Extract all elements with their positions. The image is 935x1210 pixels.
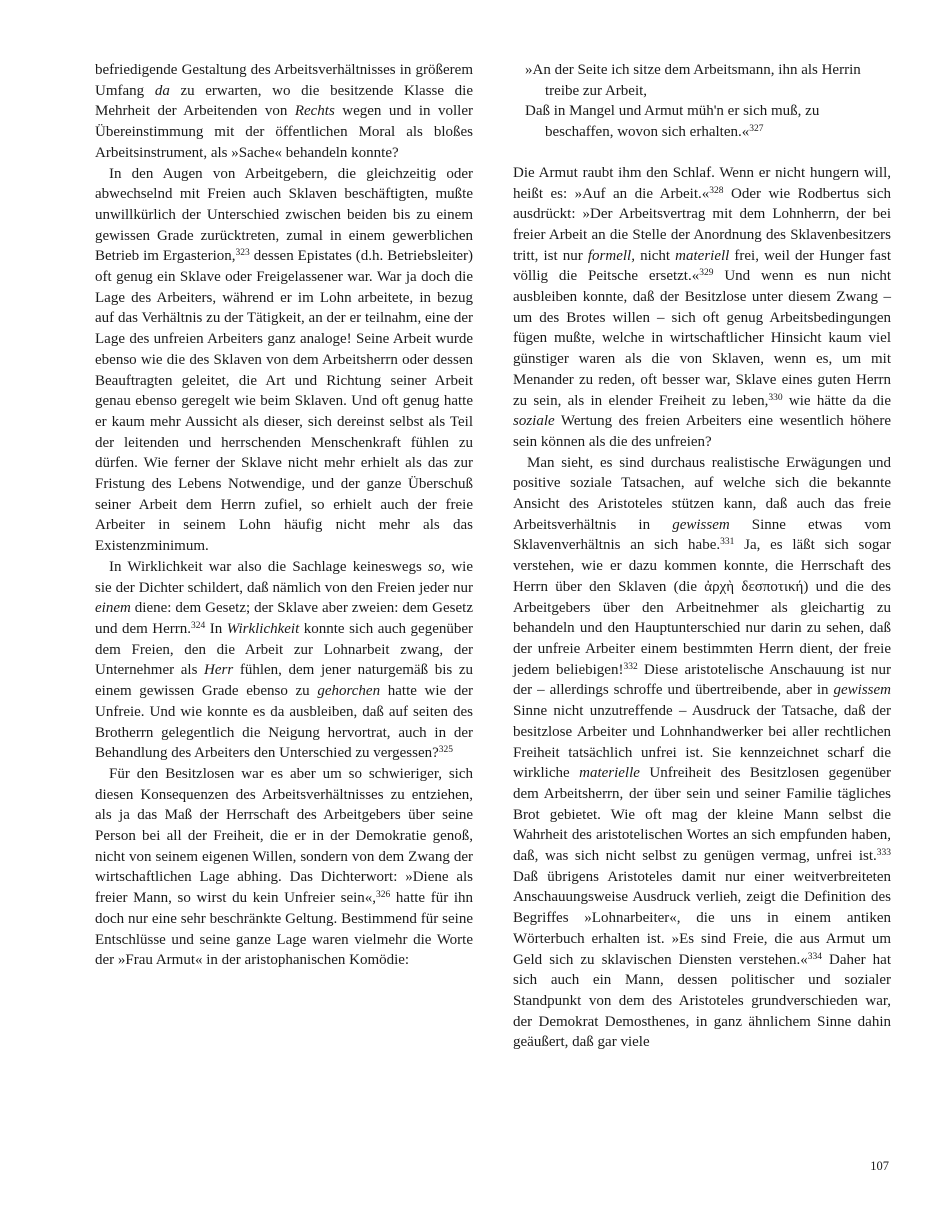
- emphasized-text: materielle: [579, 765, 640, 782]
- footnote-reference: 331: [720, 537, 735, 548]
- body-text: konnte sich auch gegenüber dem Freien, den die Arbeit zur Lohnarbeit zwang, der Unternehmer als: [95, 620, 473, 679]
- body-text: Wertung des freien Arbeiters eine wesentlich höhere sein können als die des unfreien?: [513, 413, 891, 450]
- emphasized-text: gehorchen: [317, 683, 381, 700]
- text-column-left: [95, 60, 473, 1053]
- body-text: wie hätte da die: [782, 392, 891, 409]
- emphasized-text: soziale: [513, 413, 555, 430]
- body-text: wegen und in voller Übereinstimmung mit der öffentlichen Moral als bloßes Arbeitsinstrument, als »Sache« behandeln konnte?: [95, 103, 473, 161]
- emphasized-text: Herr: [204, 662, 234, 679]
- emphasized-text: materiell: [675, 247, 730, 264]
- paragraph: [95, 764, 473, 971]
- paragraph: [95, 164, 473, 557]
- footnote-reference: 324: [191, 620, 206, 631]
- paragraph: [95, 60, 473, 164]
- body-text: Man sieht, es sind durchaus realistische Erwägungen und positive soziale Tatsachen, auf welche sich die bekannte Ansicht des Aristoteles stützen kann, daß auch das freie Arbeitsverhältnis in: [513, 454, 891, 533]
- emphasized-text: Wirklichkeit: [226, 620, 300, 637]
- footnote-reference: 330: [768, 392, 783, 403]
- body-text: Sinne etwas vom Sklavenverhältnis an sich habe.: [513, 516, 891, 554]
- body-text: Diese aristotelische Anschauung ist nur der – allerdings schroffe und übertreibende, aber in: [513, 661, 892, 699]
- body-text: wie sie der Dichter schildert, daß nämlich von den Freien jeder nur: [95, 558, 473, 596]
- body-text: hatte für ihn doch nur eine sehr beschränkte Geltung. Bestimmend für seine Entschlüsse und seine ganze Lage waren vielmehr die Worte der »Frau Armut« in der aristophanischen Komödie:: [95, 890, 473, 969]
- emphasized-text: einem: [95, 600, 131, 617]
- footnote-reference: 333: [876, 848, 891, 859]
- body-text: frei, weil der Hunger fast völlig die Peitsche ersetzt.«: [513, 247, 891, 285]
- two-column-text: [95, 60, 891, 1053]
- paragraph: [95, 557, 473, 764]
- body-text: Daß in Mangel und Armut müh'n er sich muß, zu beschaffen, wovon sich erhalten.«: [525, 103, 820, 141]
- footnote-reference: 326: [376, 890, 391, 901]
- verse-line: [513, 60, 891, 101]
- footnote-reference: 325: [438, 745, 454, 756]
- body-text: Daher hat sich auch ein Mann, dessen politischer und sozialer Standpunkt von dem des Aristoteles grundverschieden war, der Demokrat Demosthenes, in ganz ähnlichem Sinne dahin geäußert, daß gar viele: [513, 951, 891, 1051]
- footnote-reference: 328: [709, 185, 724, 196]
- body-text: dessen Epistates (d.h. Betriebsleiter) oft genug ein Sklave oder Freigelassener war. War ja doch die Lage des Arbeiters, während er im Lohn arbeitete, in bezug auf das Verhältnis zu der Tätigkeit, an der er teilnahm, eine der Lage des unfreien Arbeiters ganz analoge! Seine Arbeit wurde ebenso wie die des Sklaven von dem Arbeitsherrn oder dessen Beauftragten geleitet, die Art und Richtung seiner Arbeit genau ebenso geregelt wie beim Sklaven. Und oft genug hatte er kaum mehr Aussicht als dieser, sich dereinst selbst als Teil der leitenden und herrschenden Menschenkraft fühlen zu dürfen. Wie ferner der Sklave nicht mehr erhielt als das zur Fristung des Lebens Notwendige, und der ganze Überschuß seiner Arbeit dem Herrn zufiel, so erhielt auch der freie Arbeiter in seinem Lohn häufig nicht mehr als das Existenzminimum.: [95, 248, 474, 555]
- book-page: [95, 60, 891, 1053]
- footnote-reference: 327: [749, 124, 764, 135]
- page-number: 107: [870, 1159, 889, 1173]
- body-text: hatte wie der Unfreie. Und wie konnte es da ausbleiben, daß auf seiten des Brotherrn gelegentlich die Neigung hervortrat, auch in der Behandlung des Arbeiters den Unterschied zu vergessen?: [95, 683, 473, 762]
- body-text: diene: dem Gesetz; der Sklave aber zweien: dem Gesetz und dem Herrn.: [95, 600, 473, 637]
- body-text: »An der Seite ich sitze dem Arbeitsmann, ihn als Herrin treibe zur Arbeit,: [525, 62, 861, 99]
- body-text: nicht: [634, 247, 676, 264]
- emphasized-text: formell,: [587, 247, 635, 264]
- body-text: Daß übrigens Aristoteles damit nur einer weitverbreiteten Anschauungsweise Ausdruck verlieh, zeigt die Definition des Begriffes »Lohnarbeiter«, die uns in einem antiken Wörterbuch erhalten ist. »Es sind Freie, die aus Armut um Geld sich zu sklavischen Diensten verstehen.«: [513, 868, 891, 968]
- footnote-reference: 334: [807, 951, 822, 962]
- body-text: Und wenn es nun nicht ausbleiben konnte, daß der Besitzlose unter diesem Zwang – um des Brotes willen – sich oft genug Arbeitsbedingungen fügen mußte, welche in wirtschaftlicher Hinsicht kaum viel günstiger waren als die von Sklaven, wenn es, um mit Menander zu reden, oft besser war, Sklave eines guten Herrn zu sein, als in elender Freiheit zu leben,: [513, 268, 891, 409]
- body-text: Oder wie Rodbertus sich ausdrückt: »Der Arbeitsvertrag mit dem Lohnherrn, der bei freier Arbeit an die Stelle der Anordnung des Sklavenbesitzers tritt, ist nur: [513, 185, 891, 264]
- emphasized-text: Rechts: [294, 103, 335, 120]
- footnote-reference: 323: [235, 248, 250, 259]
- emphasized-text: da: [154, 82, 170, 99]
- body-text: In: [205, 620, 227, 637]
- emphasized-text: gewissem: [833, 682, 891, 699]
- body-text: Sinne nicht unzutreffende – Ausdruck der Tatsache, daß der besitzlose Arbeiter und Lohnhandwerker bei aller rechtlichen Freiheit tatsächlich unfrei ist. Sie kennzeichnet scharf die wirkliche: [513, 703, 891, 782]
- verse-line: [513, 101, 891, 142]
- body-text: fühlen, dem jener naturgemäß bis zu einem gewissen Grade ebenso zu: [95, 662, 474, 700]
- emphasized-text: gewissem: [672, 516, 730, 533]
- paragraph: [513, 163, 891, 453]
- body-text: Unfreiheit des Besitzlosen gegenüber dem Arbeitsherrn, der über sein und seiner Familie tägliches Brot gebietet. Wie oft mag der kleine Mann selbst die Wahrheit des aristotelischen Wortes an sich empfunden haben, daß, was sich nicht selbst zu genügen vermag, unfrei ist.: [513, 765, 891, 865]
- body-text: Ja, es läßt sich sogar verstehen, wie er dazu kommen konnte, die Herrschaft des Herrn über den Sklaven (die ἀρχὴ δεσποτική) und die des Arbeitgebers über den Arbeitnehmer als gleichartig zu behandeln und den Hauptunterschied nur darin zu sehen, daß der unfreie Arbeiter einem bestimmten Herrn dient, der freie jedem beliebigen!: [513, 537, 891, 678]
- verse-quote: [513, 60, 891, 143]
- text-column-right: [513, 60, 891, 1053]
- body-text: In Wirklichkeit war also die Sachlage keineswegs: [109, 558, 429, 575]
- body-text: In den Augen von Arbeitgebern, die gleichzeitig oder abwechselnd mit Freien auch Sklaven beschäftigten, mußte unwillkürlich der Unterschied zwischen beiden bis zu einem gewissen Grade zurücktreten, zumal in einem gewerblichen Betrieb im Ergasterion,: [95, 165, 473, 265]
- body-text: zu erwarten, wo die besitzende Klasse die Mehrheit der Arbeitenden von: [95, 82, 473, 120]
- footnote-reference: 329: [699, 268, 714, 279]
- paragraph: [513, 453, 891, 1053]
- footnote-reference: 332: [623, 661, 638, 672]
- emphasized-text: so,: [428, 558, 446, 575]
- body-text: Die Armut raubt ihm den Schlaf. Wenn er nicht hungern will, heißt es: »Auf an die Arbeit.«: [513, 164, 891, 202]
- body-text: Für den Besitzlosen war es aber um so schwieriger, sich diesen Konsequenzen des Arbeitsverhältnisses zu entziehen, als ja das Maß der Herrschaft des Arbeitgebers über seine Person bei all der Freiheit, die er in der Demokratie genoß, nicht von seinem eigenen Willen, sondern von dem Zwang der wirtschaftlichen Lage abhing. Das Dichterwort: »Diene als freier Mann, so wirst du kein Unfreier sein«,: [95, 765, 473, 907]
- body-text: befriedigende Gestaltung des Arbeitsverhältnisses in größerem Umfang: [95, 62, 473, 99]
